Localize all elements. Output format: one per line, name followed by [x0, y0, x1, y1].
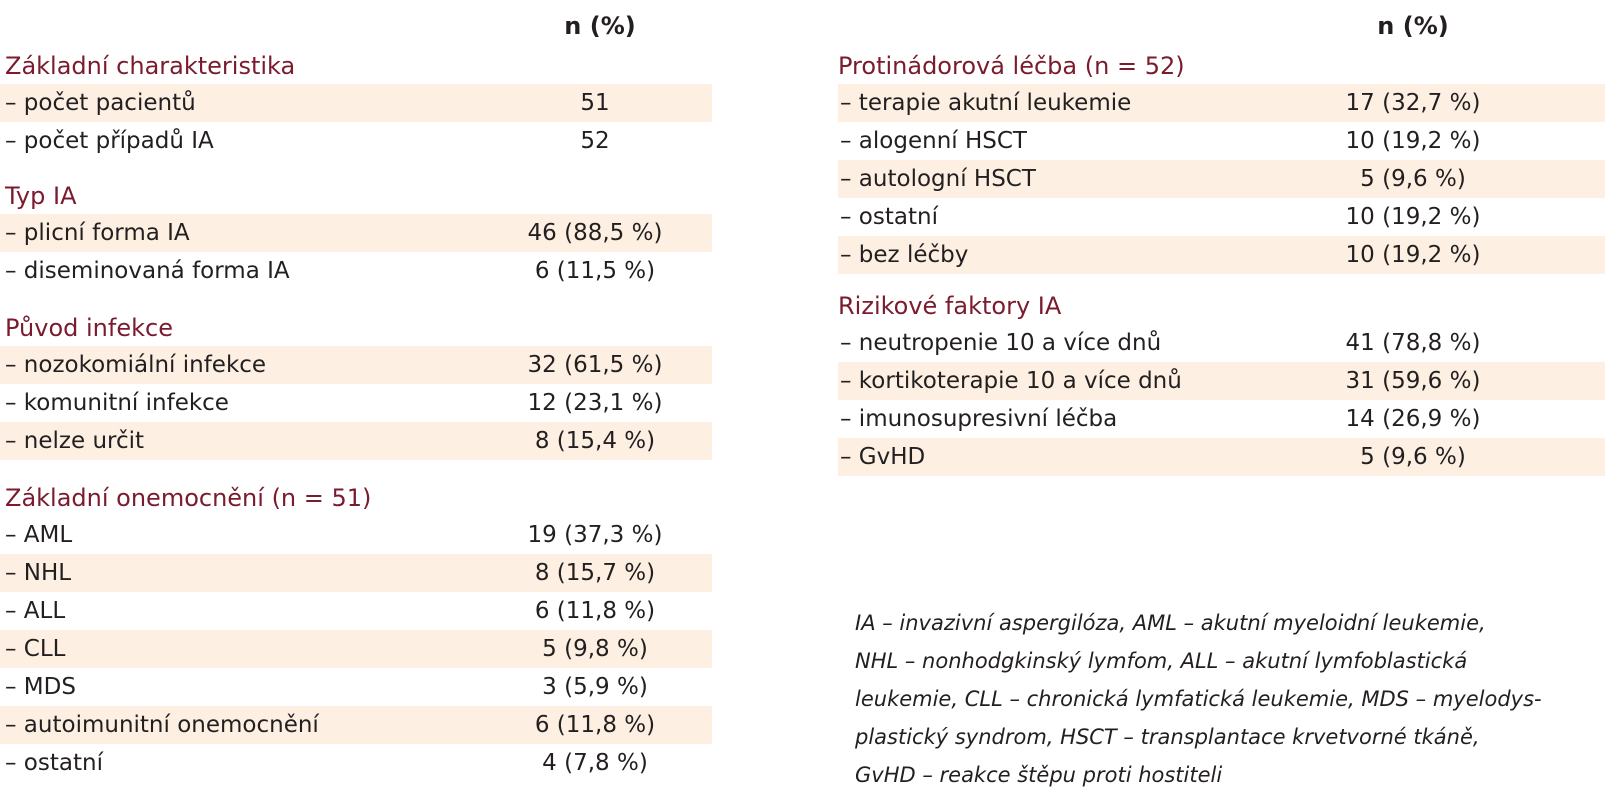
row-label: – počet případů IA: [5, 128, 214, 154]
row-label: – imunosupresivní léčba: [840, 406, 1118, 432]
table-section: [0, 48, 712, 160]
table-row: [0, 668, 712, 706]
table-row: [0, 252, 712, 290]
table-row: [838, 324, 1605, 362]
row-value: 6 (11,8 %): [534, 598, 656, 624]
row-value: 5 (9,6 %): [1360, 166, 1466, 192]
row-value: 19 (37,3 %): [527, 522, 663, 548]
section-title: Protinádorová léčba (n = 52): [838, 52, 1185, 80]
row-value: 46 (88,5 %): [527, 220, 663, 246]
table-row: [0, 554, 712, 592]
row-label: – ostatní: [5, 750, 103, 776]
table-row: [0, 122, 712, 160]
row-label: – AML: [5, 522, 73, 548]
row-label: – komunitní infekce: [5, 390, 229, 416]
table-row: [0, 630, 712, 668]
table-row: [0, 384, 712, 422]
table-row: [0, 422, 712, 460]
table-row: [838, 198, 1605, 236]
row-value: 52: [580, 128, 610, 154]
table-section: [0, 310, 712, 460]
row-value: 4 (7,8 %): [542, 750, 648, 776]
row-value: 5 (9,8 %): [542, 636, 648, 662]
row-value: 41 (78,8 %): [1345, 330, 1481, 356]
row-value: 10 (19,2 %): [1345, 204, 1481, 230]
row-value: 3 (5,9 %): [542, 674, 648, 700]
section-title: Rizikové faktory IA: [838, 292, 1062, 320]
footnote-line: plastický syndrom, HSCT – transplantace krvetvorné tkáně,: [855, 725, 1480, 749]
row-label: – MDS: [5, 674, 76, 700]
row-value: 32 (61,5 %): [527, 352, 663, 378]
table-row: [838, 122, 1605, 160]
table-section: [0, 178, 712, 290]
row-value: 14 (26,9 %): [1345, 406, 1481, 432]
section-title: Původ infekce: [5, 314, 173, 342]
row-label: – diseminovaná forma IA: [5, 258, 290, 284]
footnote-line: NHL – nonhodgkinský lymfom, ALL – akutní lymfoblastická: [855, 649, 1468, 673]
n-percent-header: n (%): [564, 12, 636, 40]
table-row: [838, 160, 1605, 198]
table-row: [838, 438, 1605, 476]
row-label: – počet pacientů: [5, 90, 196, 116]
table-row: [838, 236, 1605, 274]
section-title: Základní charakteristika: [5, 52, 296, 80]
row-label: – kortikoterapie 10 a více dnů: [840, 368, 1182, 394]
row-label: – neutropenie 10 a více dnů: [840, 330, 1162, 356]
table-row: [838, 84, 1605, 122]
row-label: – CLL: [5, 636, 66, 662]
row-label: – bez léčby: [840, 242, 969, 268]
row-label: – NHL: [5, 560, 72, 586]
table-row: [0, 516, 712, 554]
table-row: [838, 362, 1605, 400]
row-value: 51: [580, 90, 610, 116]
row-label: – plicní forma IA: [5, 220, 190, 246]
row-value: 17 (32,7 %): [1345, 90, 1481, 116]
abbreviations-footnote: [855, 604, 1575, 794]
table-section: [0, 480, 712, 782]
row-value: 31 (59,6 %): [1345, 368, 1481, 394]
section-title: Základní onemocnění (n = 51): [5, 484, 372, 512]
table-row: [0, 346, 712, 384]
row-label: – autoimunitní onemocnění: [5, 712, 319, 738]
table-row: [0, 744, 712, 782]
table-section: [838, 48, 1605, 274]
row-value: 5 (9,6 %): [1360, 444, 1466, 470]
footnote-line: GvHD – reakce štěpu proti hostiteli: [855, 763, 1223, 787]
row-label: – nelze určit: [5, 428, 145, 454]
table-row: [0, 214, 712, 252]
table-row: [0, 592, 712, 630]
row-label: – GvHD: [840, 444, 926, 470]
row-value: 12 (23,1 %): [527, 390, 663, 416]
row-label: – nozokomiální infekce: [5, 352, 267, 378]
table-row: [838, 400, 1605, 438]
row-label: – ALL: [5, 598, 66, 624]
table-row: [0, 84, 712, 122]
row-label: – terapie akutní leukemie: [840, 90, 1132, 116]
table-section: [838, 288, 1605, 476]
row-label: – alogenní HSCT: [840, 128, 1027, 154]
row-value: 6 (11,5 %): [534, 258, 656, 284]
section-title: Typ IA: [5, 182, 77, 210]
row-value: 8 (15,4 %): [534, 428, 656, 454]
row-label: – ostatní: [840, 204, 938, 230]
row-value: 10 (19,2 %): [1345, 128, 1481, 154]
row-value: 6 (11,8 %): [534, 712, 656, 738]
n-percent-header: n (%): [1377, 12, 1449, 40]
row-value: 10 (19,2 %): [1345, 242, 1481, 268]
footnote-line: leukemie, CLL – chronická lymfatická leukemie, MDS – myelodys-: [855, 687, 1542, 711]
table-row: [0, 706, 712, 744]
row-label: – autologní HSCT: [840, 166, 1036, 192]
row-value: 8 (15,7 %): [534, 560, 656, 586]
footnote-line: IA – invazivní aspergilóza, AML – akutní myeloidní leukemie,: [855, 611, 1486, 635]
